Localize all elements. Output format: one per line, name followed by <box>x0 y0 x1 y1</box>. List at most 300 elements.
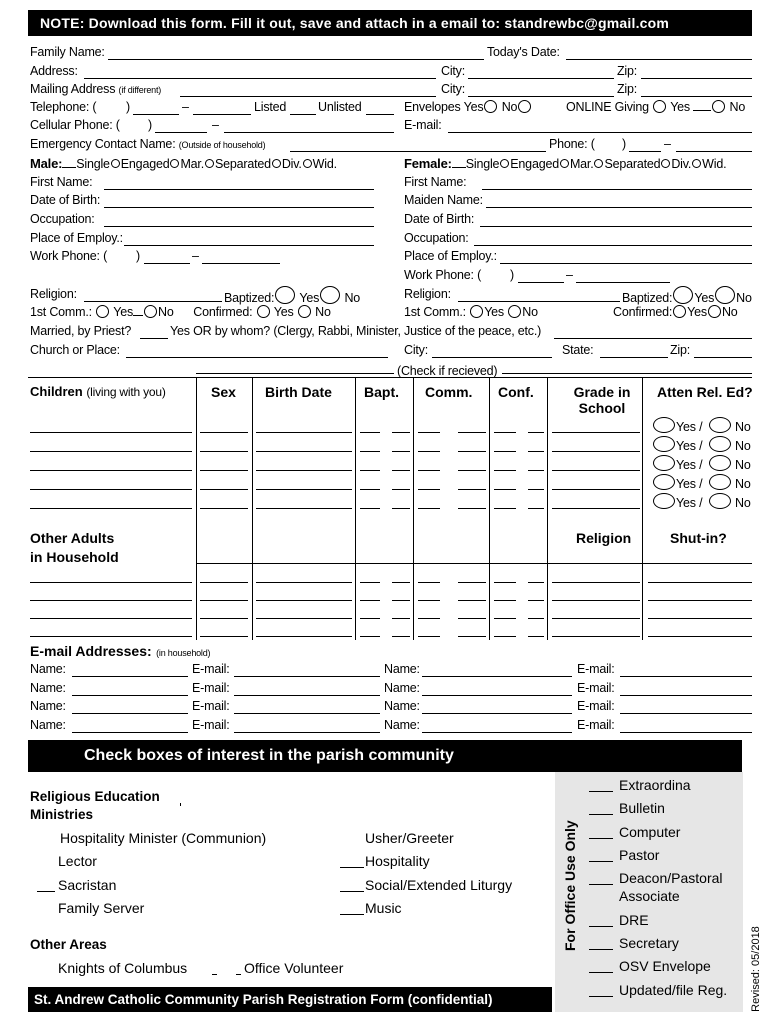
adult-row-4-cell-3[interactable] <box>256 636 352 637</box>
other-adults-title-2: in Household <box>30 549 119 565</box>
male-comm-no: No <box>158 305 174 319</box>
email-row-2-name-field[interactable] <box>72 695 188 696</box>
female-status-wid: Wid. <box>702 157 727 171</box>
adult-row-2-cell-6[interactable] <box>418 600 440 601</box>
envelopes-yes-radio[interactable] <box>484 100 497 113</box>
female-baptized-yes-radio[interactable] <box>673 286 693 304</box>
child-row-1-cell-5[interactable] <box>392 432 410 433</box>
adult-row-3-cell-5[interactable] <box>392 618 410 619</box>
female-status-mar: Mar. <box>569 157 594 171</box>
child-row-1-cell-4[interactable] <box>360 432 380 433</box>
office-volunteer-checkbox[interactable] <box>236 974 241 975</box>
email-row-1-name-label: Name: <box>30 662 66 676</box>
email-row-1-name2-label: Name: <box>384 662 420 676</box>
online-no-label: No <box>729 100 746 114</box>
email-row-2-name2-label: Name: <box>384 680 420 695</box>
address-field[interactable] <box>84 78 436 79</box>
office-use-label: For Office Use Only <box>562 820 578 951</box>
adult-row-4-cell-5[interactable] <box>392 636 410 637</box>
male-dob-field[interactable] <box>104 207 374 208</box>
adult-row-1-cell-5[interactable] <box>392 582 410 583</box>
adult-row-1-cell-4[interactable] <box>360 582 380 583</box>
male-baptized-no-radio[interactable] <box>320 286 340 304</box>
email-row-4-email-label: E-mail: <box>192 717 230 732</box>
male-employ-label: Place of Employ.: <box>30 231 123 245</box>
email-row-1-name-field[interactable] <box>72 676 188 677</box>
male-status-single: Single <box>76 157 110 171</box>
male-confirmed-yes-radio[interactable] <box>257 305 270 318</box>
female-confirmed-label: Confirmed: <box>613 305 673 319</box>
female-comm-yes-radio[interactable] <box>470 305 483 318</box>
email-row-3-name-label: Name: <box>30 699 66 713</box>
adult-row-3-cell-3[interactable] <box>256 618 352 619</box>
male-confirmed-yes: Yes <box>273 305 294 319</box>
married-priest-field[interactable] <box>140 338 168 339</box>
child-row-2-cell-1[interactable] <box>30 451 192 452</box>
child-row-1-cell-9[interactable] <box>528 432 544 433</box>
email-row-1-email-label: E-mail: <box>192 662 230 676</box>
male-comm-yes-radio[interactable] <box>96 305 109 318</box>
female-label: Female: <box>404 156 452 171</box>
city-field[interactable] <box>468 78 614 79</box>
church-label: Church or Place: <box>30 343 120 357</box>
male-separated-radio[interactable] <box>205 159 214 168</box>
child-row-4-cell-5[interactable] <box>392 489 410 490</box>
interest-left-1: Hospitality Minister (Communion) <box>60 830 267 846</box>
child-row-1-cell-6[interactable] <box>418 432 440 433</box>
female-religion-label: Religion: <box>404 287 451 301</box>
child-row-2-cell-5[interactable] <box>392 451 410 452</box>
adult-row-1-cell-1[interactable] <box>30 582 192 583</box>
male-work-phone-prefix[interactable] <box>144 263 190 264</box>
female-maiden-label: Maiden Name: <box>404 193 483 207</box>
child-row-4-cell-9[interactable] <box>528 489 544 490</box>
adult-row-1-cell-10[interactable] <box>552 582 640 583</box>
child-row-5-cell-8[interactable] <box>494 508 516 509</box>
other-adults-religion: Religion <box>576 530 632 546</box>
col-comm: Comm. <box>425 384 473 400</box>
adult-row-1-cell-11[interactable] <box>648 582 752 583</box>
email-row-1-email2-field[interactable] <box>620 676 752 677</box>
emergency-name-field[interactable] <box>290 151 546 152</box>
child-row-3-cell-4[interactable] <box>360 470 380 471</box>
child-row-4-cell-6[interactable] <box>418 489 440 490</box>
child-1-atten-yes-radio[interactable] <box>653 417 675 433</box>
male-baptized-label: Baptized: <box>224 291 275 305</box>
cellular-prefix-field[interactable] <box>155 132 207 133</box>
adult-row-3-cell-8[interactable] <box>494 618 516 619</box>
email-row-2-name-label: Name: <box>30 680 66 695</box>
knights-label: Knights of Columbus <box>58 960 188 976</box>
child-row-2-cell-3[interactable] <box>256 451 352 452</box>
email-row-1-name2-field[interactable] <box>422 676 572 677</box>
church-city-label: City: <box>404 343 429 357</box>
cellular-number-field[interactable] <box>224 132 394 133</box>
adult-row-2-cell-1[interactable] <box>30 600 192 601</box>
female-status-separated: Separated <box>604 157 661 171</box>
check-if-received-label: (Check if recieved) <box>397 364 498 378</box>
child-row-2-cell-6[interactable] <box>418 451 440 452</box>
child-row-3-cell-10[interactable] <box>552 470 640 471</box>
male-status-separated: Separated <box>214 157 271 171</box>
married-by-whom-field[interactable] <box>554 338 752 339</box>
other-adults-shut-in: Shut-in? <box>670 530 727 546</box>
male-status-wid: Wid. <box>312 157 337 171</box>
female-comm-no: No <box>522 305 538 319</box>
footer-bar <box>28 987 552 1012</box>
child-2-no-label: No <box>735 439 751 453</box>
female-first-name-field[interactable] <box>482 189 752 190</box>
female-status-div: Div. <box>671 157 692 171</box>
male-baptized-yes-radio[interactable] <box>275 286 295 304</box>
female-wid-radio[interactable] <box>692 159 701 168</box>
child-1-atten-no-radio[interactable] <box>709 417 731 433</box>
adult-row-3-cell-9[interactable] <box>528 618 544 619</box>
child-4-atten-yes-radio[interactable] <box>653 474 675 490</box>
adult-row-3-cell-10[interactable] <box>552 618 640 619</box>
email-row-2-email2-field[interactable] <box>620 695 752 696</box>
female-confirmed-yes-radio[interactable] <box>673 305 686 318</box>
email-addresses-sub: (in household) <box>156 648 211 658</box>
child-row-2-cell-7[interactable] <box>458 451 486 452</box>
footer-text: St. Andrew Catholic Community Parish Registration Form (confidential) <box>34 992 493 1007</box>
child-row-1-cell-7[interactable] <box>458 432 486 433</box>
adult-row-1-cell-3[interactable] <box>256 582 352 583</box>
adult-row-2-cell-8[interactable] <box>494 600 516 601</box>
adult-row-1-cell-2[interactable] <box>200 582 248 583</box>
online-giving-no-radio[interactable] <box>712 100 725 113</box>
office-item-3-checkbox[interactable] <box>589 838 613 839</box>
adult-row-2-cell-3[interactable] <box>256 600 352 601</box>
adult-row-2-cell-9[interactable] <box>528 600 544 601</box>
child-2-atten-yes-radio[interactable] <box>653 436 675 452</box>
adult-row-2-cell-11[interactable] <box>648 600 752 601</box>
adult-row-3-cell-6[interactable] <box>418 618 440 619</box>
female-religion-field[interactable] <box>458 301 620 302</box>
adult-row-2-cell-4[interactable] <box>360 600 380 601</box>
male-occupation-label: Occupation: <box>30 212 95 226</box>
female-first-name-label: First Name: <box>404 175 467 189</box>
male-first-comm-label: 1st Comm.: <box>30 305 92 319</box>
child-row-3-cell-9[interactable] <box>528 470 544 471</box>
male-wid-radio[interactable] <box>303 159 312 168</box>
adult-row-4-cell-10[interactable] <box>552 636 640 637</box>
church-zip-field[interactable] <box>694 357 752 358</box>
child-3-no-label: No <box>735 458 751 472</box>
adult-row-3-cell-2[interactable] <box>200 618 248 619</box>
adult-row-4-cell-8[interactable] <box>494 636 516 637</box>
envelopes-label: Envelopes Yes <box>404 100 484 114</box>
female-confirmed-no-radio[interactable] <box>708 305 721 318</box>
mailing-address-field[interactable] <box>180 96 436 97</box>
mailing-zip-label: Zip: <box>617 82 638 96</box>
family-name-label: Family Name: <box>30 45 105 59</box>
col-bapt: Bapt. <box>364 384 399 400</box>
child-1-no-label: No <box>735 420 751 434</box>
child-row-2-cell-4[interactable] <box>360 451 380 452</box>
married-label: Married, by Priest? <box>30 324 132 338</box>
email-row-4-name2-field[interactable] <box>422 732 572 733</box>
male-religion-field[interactable] <box>84 301 222 302</box>
mailing-city-field[interactable] <box>468 96 614 97</box>
male-occupation-field[interactable] <box>104 226 374 227</box>
office-item-8-checkbox[interactable] <box>589 949 613 950</box>
office-item-10: Updated/file Reg. <box>619 982 728 998</box>
adult-row-4-cell-4[interactable] <box>360 636 380 637</box>
email-row-4-email2-field[interactable] <box>620 732 752 733</box>
female-separated-radio[interactable] <box>594 159 603 168</box>
email-row-3-email-label: E-mail: <box>192 699 230 713</box>
office-item-4: Pastor <box>619 847 660 863</box>
adult-row-2-cell-10[interactable] <box>552 600 640 601</box>
male-first-name-label: First Name: <box>30 175 93 189</box>
interest-left-3: Sacristan <box>58 877 117 893</box>
email-row-2-name2-field[interactable] <box>422 695 572 696</box>
child-row-1-cell-1[interactable] <box>30 432 192 433</box>
other-adults-title-1: Other Adults <box>30 530 115 546</box>
email-row-2-email-field[interactable] <box>234 695 380 696</box>
male-mar-radio[interactable] <box>170 159 179 168</box>
child-row-5-cell-3[interactable] <box>256 508 352 509</box>
adult-row-3-cell-4[interactable] <box>360 618 380 619</box>
female-employ-field[interactable] <box>500 263 752 264</box>
female-baptized-no-radio[interactable] <box>715 286 735 304</box>
child-row-5-cell-4[interactable] <box>360 508 380 509</box>
zip-label: Zip: <box>617 64 638 78</box>
child-row-3-cell-5[interactable] <box>392 470 410 471</box>
child-row-4-cell-3[interactable] <box>256 489 352 490</box>
child-row-5-cell-9[interactable] <box>528 508 544 509</box>
adult-row-2-cell-7[interactable] <box>458 600 486 601</box>
interest-right-3: Social/Extended Liturgy <box>365 877 513 893</box>
adult-row-4-cell-7[interactable] <box>458 636 486 637</box>
female-employ-label: Place of Employ.: <box>404 249 497 263</box>
child-row-5-cell-2[interactable] <box>200 508 248 509</box>
church-field[interactable] <box>126 357 388 358</box>
child-row-3-cell-1[interactable] <box>30 470 192 471</box>
child-row-4-cell-7[interactable] <box>458 489 486 490</box>
email-row-4-name-field[interactable] <box>72 732 188 733</box>
email-row-1-email-field[interactable] <box>234 676 380 677</box>
mailing-zip-field[interactable] <box>641 96 752 97</box>
adult-row-1-cell-7[interactable] <box>458 582 486 583</box>
sacristan-checkbox[interactable] <box>37 891 55 892</box>
interest-left-2: Lector <box>58 853 97 869</box>
child-row-3-cell-2[interactable] <box>200 470 248 471</box>
children-sub: (living with you) <box>86 385 166 399</box>
office-item-1-checkbox[interactable] <box>589 791 613 792</box>
female-status-single: Single <box>465 157 500 171</box>
male-comm-no-radio[interactable] <box>144 305 157 318</box>
email-row-4-email-field[interactable] <box>234 732 380 733</box>
adult-row-4-cell-11[interactable] <box>648 636 752 637</box>
interest-bar <box>28 740 742 772</box>
email-row-3-name-field[interactable] <box>72 713 188 714</box>
male-status-div: Div. <box>281 157 302 171</box>
child-row-4-cell-1[interactable] <box>30 489 192 490</box>
child-row-4-cell-10[interactable] <box>552 489 640 490</box>
online-giving-label: ONLINE Giving <box>566 100 649 114</box>
email-row-3-email2-field[interactable] <box>620 713 752 714</box>
office-item-9-checkbox[interactable] <box>589 972 613 973</box>
child-5-atten-no-radio[interactable] <box>709 493 731 509</box>
child-4-no-label: No <box>735 477 751 491</box>
email-row-3-name2-field[interactable] <box>422 713 572 714</box>
adult-row-4-cell-1[interactable] <box>30 636 192 637</box>
adult-row-4-cell-6[interactable] <box>418 636 440 637</box>
child-row-5-cell-1[interactable] <box>30 508 192 509</box>
adult-row-3-cell-11[interactable] <box>648 618 752 619</box>
adult-row-1-cell-9[interactable] <box>528 582 544 583</box>
adult-row-1-cell-8[interactable] <box>494 582 516 583</box>
emergency-phone-number[interactable] <box>676 151 752 152</box>
female-occupation-label: Occupation: <box>404 231 469 245</box>
male-comm-yes: Yes <box>113 305 134 319</box>
female-maiden-field[interactable] <box>486 207 752 208</box>
child-4-atten-no-radio[interactable] <box>709 474 731 490</box>
interest-right-4-checkbox[interactable] <box>340 914 364 915</box>
other-areas-label: Other Areas <box>30 937 107 952</box>
envelopes-no-radio[interactable] <box>518 100 531 113</box>
telephone-prefix-field[interactable] <box>133 114 179 115</box>
adult-row-2-cell-2[interactable] <box>200 600 248 601</box>
male-employ-field[interactable] <box>124 245 374 246</box>
office-item-5-checkbox[interactable] <box>589 884 613 885</box>
interest-right-1: Usher/Greeter <box>365 830 454 846</box>
office-item-7-checkbox[interactable] <box>589 926 613 927</box>
child-row-3-cell-8[interactable] <box>494 470 516 471</box>
child-3-atten-yes-radio[interactable] <box>653 455 675 471</box>
male-label: Male: <box>30 156 63 171</box>
col-atten: Atten Rel. Ed? <box>657 384 753 400</box>
office-volunteer-label: Office Volunteer <box>244 960 344 976</box>
online-giving-yes-radio[interactable] <box>653 100 666 113</box>
family-name-field[interactable] <box>108 59 484 60</box>
child-row-2-cell-8[interactable] <box>494 451 516 452</box>
adult-row-4-cell-2[interactable] <box>200 636 248 637</box>
child-row-3-cell-6[interactable] <box>418 470 440 471</box>
todays-date-field[interactable] <box>566 59 752 60</box>
child-row-2-cell-2[interactable] <box>200 451 248 452</box>
church-state-field[interactable] <box>600 357 668 358</box>
knights-checkbox[interactable] <box>212 974 217 975</box>
male-work-phone-label: Work Phone: ( <box>30 249 108 263</box>
unlisted-label: Unlisted <box>318 100 362 114</box>
female-engaged-radio[interactable] <box>500 159 509 168</box>
interest-right-3-checkbox[interactable] <box>340 891 364 892</box>
email-row-3-email-field[interactable] <box>234 713 380 714</box>
child-row-1-cell-8[interactable] <box>494 432 516 433</box>
female-comm-yes: Yes <box>484 305 504 319</box>
child-row-3-cell-7[interactable] <box>458 470 486 471</box>
adult-row-3-cell-7[interactable] <box>458 618 486 619</box>
child-row-4-cell-2[interactable] <box>200 489 248 490</box>
unlisted-field[interactable] <box>366 114 394 115</box>
online-yes-label: Yes <box>670 100 690 114</box>
female-work-phone-number[interactable] <box>576 282 670 283</box>
male-work-phone-number[interactable] <box>202 263 280 264</box>
email-field[interactable] <box>448 132 752 133</box>
child-row-5-cell-6[interactable] <box>418 508 440 509</box>
child-row-4-cell-4[interactable] <box>360 489 380 490</box>
office-item-3: Computer <box>619 824 681 840</box>
child-5-no-label: No <box>735 496 751 510</box>
female-confirmed-no: No <box>721 305 738 319</box>
cellular-label: Cellular Phone: ( <box>30 118 120 132</box>
male-div-radio[interactable] <box>272 159 281 168</box>
child-5-yes-label: Yes / <box>676 496 703 510</box>
email-label: E-mail: <box>404 118 442 132</box>
office-item-10-checkbox[interactable] <box>589 996 613 997</box>
female-status-engaged: Engaged <box>510 157 559 171</box>
adult-row-4-cell-9[interactable] <box>528 636 544 637</box>
female-occupation-field[interactable] <box>474 245 752 246</box>
child-row-1-cell-3[interactable] <box>256 432 352 433</box>
child-row-5-cell-7[interactable] <box>458 508 486 509</box>
notice-bar <box>28 10 752 36</box>
child-row-5-cell-10[interactable] <box>552 508 640 509</box>
child-row-1-cell-2[interactable] <box>200 432 248 433</box>
child-2-atten-no-radio[interactable] <box>709 436 731 452</box>
child-row-5-cell-5[interactable] <box>392 508 410 509</box>
child-3-atten-no-radio[interactable] <box>709 455 731 471</box>
child-2-yes-label: Yes / <box>676 439 703 453</box>
interest-right-2-checkbox[interactable] <box>340 867 364 868</box>
adult-row-3-cell-1[interactable] <box>30 618 192 619</box>
listed-field[interactable] <box>290 114 316 115</box>
child-row-2-cell-10[interactable] <box>552 451 640 452</box>
female-comm-no-radio[interactable] <box>508 305 521 318</box>
col-sex: Sex <box>211 384 236 400</box>
female-mar-radio[interactable] <box>560 159 569 168</box>
male-first-name-field[interactable] <box>104 189 374 190</box>
male-confirmed-no-radio[interactable] <box>298 305 311 318</box>
todays-date-label: Today's Date: <box>487 45 560 59</box>
church-zip-label: Zip: <box>670 343 691 357</box>
office-item-5: Deacon/Pastoral <box>619 870 723 886</box>
emergency-phone-prefix[interactable] <box>629 151 661 152</box>
female-div-radio[interactable] <box>661 159 670 168</box>
female-work-phone-prefix[interactable] <box>518 282 564 283</box>
emergency-label: Emergency Contact Name: <box>30 137 176 151</box>
zip-field[interactable] <box>641 78 752 79</box>
interest-right-4: Music <box>365 900 402 916</box>
office-item-9: OSV Envelope <box>619 958 711 974</box>
envelopes-no-label: No <box>501 100 518 114</box>
office-item-4-checkbox[interactable] <box>589 861 613 862</box>
office-item-2-checkbox[interactable] <box>589 814 613 815</box>
adult-row-1-cell-6[interactable] <box>418 582 440 583</box>
child-row-3-cell-3[interactable] <box>256 470 352 471</box>
male-religion-label: Religion: <box>30 287 77 301</box>
female-dob-field[interactable] <box>480 226 752 227</box>
children-title: Children <box>30 384 83 399</box>
male-confirmed-no: No <box>315 305 331 319</box>
col-birth-date: Birth Date <box>265 384 332 400</box>
male-engaged-radio[interactable] <box>111 159 120 168</box>
adult-row-2-cell-5[interactable] <box>392 600 410 601</box>
child-row-2-cell-9[interactable] <box>528 451 544 452</box>
child-5-atten-yes-radio[interactable] <box>653 493 675 509</box>
notice-text: NOTE: Download this form. Fill it out, save and attach in a email to: standrewbc@gmail.com <box>40 15 670 31</box>
religious-ed-label-1: Religious Education <box>30 789 160 804</box>
telephone-number-field[interactable] <box>193 114 251 115</box>
child-row-1-cell-10[interactable] <box>552 432 640 433</box>
email-row-3-name2-label: Name: <box>384 699 420 713</box>
child-row-4-cell-8[interactable] <box>494 489 516 490</box>
child-1-yes-label: Yes / <box>676 420 703 434</box>
church-city-field[interactable] <box>432 357 552 358</box>
